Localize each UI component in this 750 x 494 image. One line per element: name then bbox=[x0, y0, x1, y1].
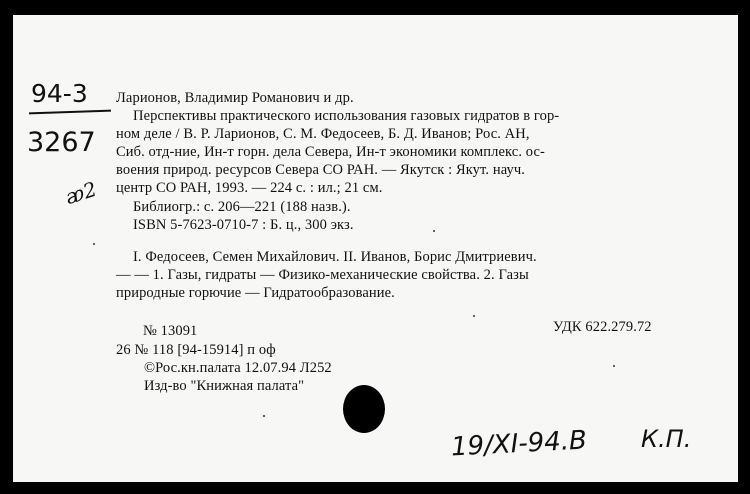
description-line: ном деле / В. Р. Ларионов, С. М. Федосеев, Б. Д. Иванов; Рос. АН, bbox=[116, 126, 530, 142]
tracing-line: природные горючие — Гидратообразование. bbox=[116, 285, 395, 301]
speck bbox=[263, 415, 265, 417]
publisher-line: Изд-во "Книжная палата" bbox=[144, 378, 305, 394]
speck bbox=[613, 365, 615, 367]
shelfmark-bottom: 3267 bbox=[27, 127, 96, 158]
order-line: 26 № 118 [94-15914] п оф bbox=[116, 342, 276, 358]
punch-hole bbox=[343, 385, 385, 433]
description-line: Сиб. отд-ние, Ин-т горн. дела Севера, Ин-т экономики комплекс. ос- bbox=[116, 144, 545, 160]
shelfmark-divider bbox=[29, 110, 111, 115]
copyright-line: ©Рос.кн.палата 12.07.94 Л252 bbox=[144, 360, 332, 376]
handwritten-scribble: ᴂ2 bbox=[62, 176, 100, 210]
catalog-card bbox=[13, 15, 738, 482]
speck bbox=[433, 230, 435, 232]
description-line: воения природ. ресурсов Севера СО РАН. — Якутск : Якут. науч. bbox=[116, 162, 525, 178]
tracing-line: — — 1. Газы, гидраты — Физико-механические свойства. 2. Газы bbox=[116, 267, 529, 283]
speck bbox=[473, 315, 475, 317]
bibliography-note: Библиогр.: с. 206—221 (188 назв.). bbox=[133, 199, 351, 215]
isbn-line: ISBN 5-7623-0710-7 : Б. ц., 300 экз. bbox=[133, 217, 354, 233]
speck bbox=[93, 243, 95, 245]
author-heading: Ларионов, Владимир Романович и др. bbox=[116, 90, 354, 106]
handwritten-date: 19/XI-94.B bbox=[450, 425, 588, 463]
description-line: центр СО РАН, 1993. — 224 с. : ил.; 21 см. bbox=[116, 180, 383, 196]
shelfmark-top: 94-3 bbox=[31, 79, 88, 108]
description-line: Перспективы практического использования газовых гидратов в гор- bbox=[133, 108, 560, 124]
udc-code: УДК 622.279.72 bbox=[553, 319, 652, 335]
record-number: № 13091 bbox=[143, 323, 198, 339]
tracing-line: I. Федосеев, Семен Михайлович. II. Иванов, Борис Дмитриевич. bbox=[133, 249, 537, 265]
handwritten-initials: К.П. bbox=[641, 425, 692, 453]
